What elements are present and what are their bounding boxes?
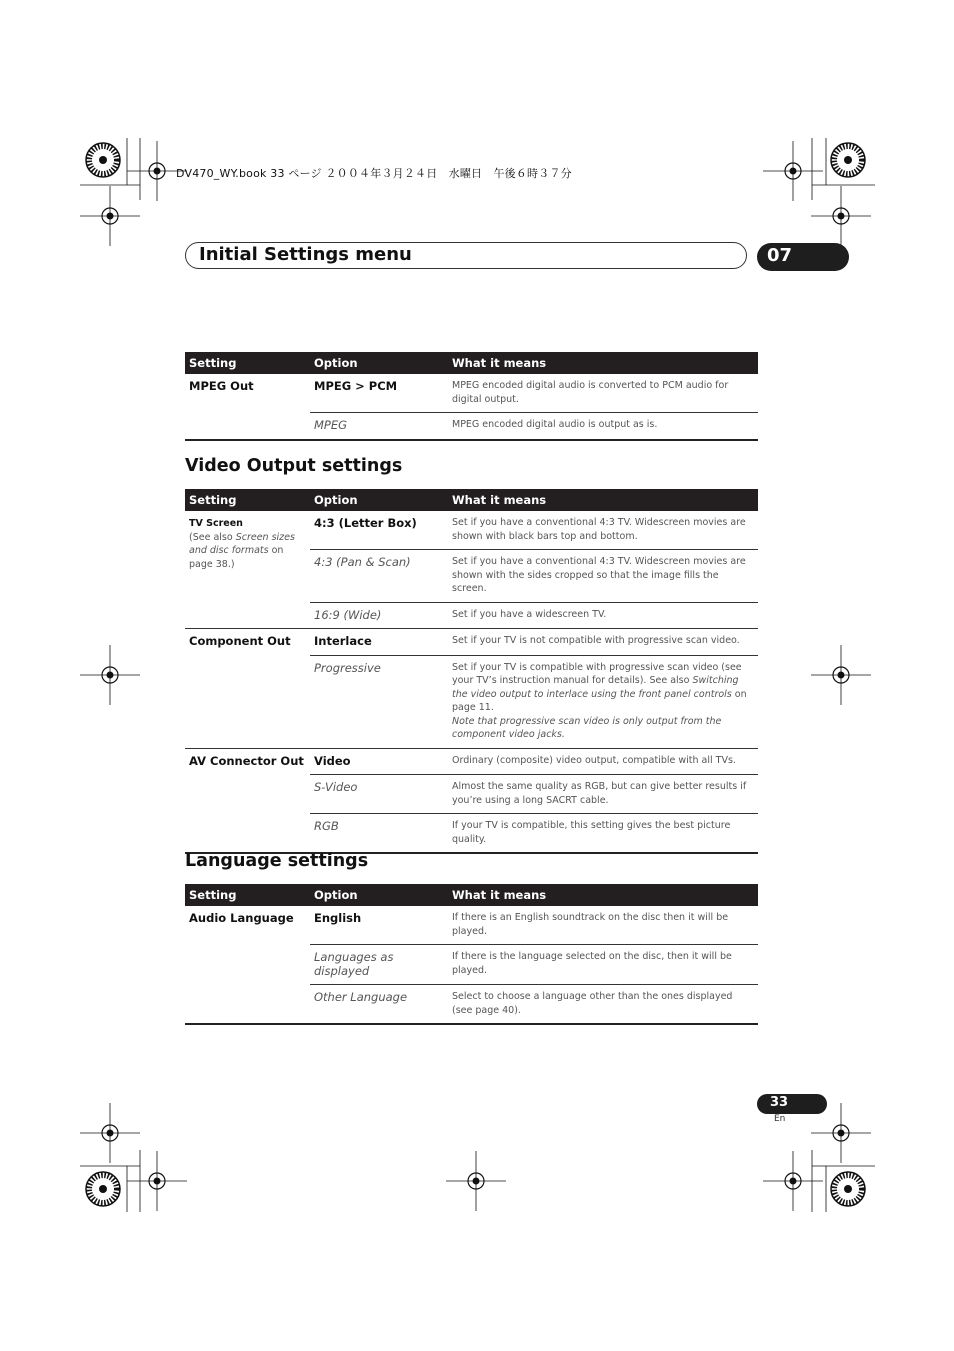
option-name: 4:3 (Letter Box) [314, 516, 417, 530]
page-number: 33 [770, 1095, 789, 1110]
option-name: 16:9 (Wide) [310, 602, 448, 629]
crosshair-icon [127, 1151, 187, 1211]
video-settings-table [185, 489, 758, 854]
mpeg-settings-table [185, 352, 758, 441]
language-settings-table [185, 884, 758, 1025]
table-header-row [185, 352, 758, 374]
option-meaning: MPEG encoded digital audio is converted to PCM audio for digital output. [452, 380, 729, 405]
table-row [185, 629, 758, 656]
option-name: S-Video [310, 775, 448, 814]
chapter-number: 07 [767, 245, 793, 266]
table-header-row [185, 489, 758, 511]
setting-name: Audio Language [189, 911, 294, 925]
registration-star-icon [831, 143, 865, 177]
option-name: Other Language [310, 985, 448, 1025]
page-language: En [774, 1114, 786, 1124]
column-header-option: Option [310, 489, 448, 511]
crosshair-icon [763, 1151, 823, 1211]
option-meaning: Set if your TV is not compatible with progressive scan video. [448, 629, 758, 656]
option-name: Video [310, 748, 448, 775]
table-row [185, 374, 758, 413]
crosshair-icon [811, 186, 871, 246]
table-row [185, 511, 758, 550]
option-name: 4:3 (Pan & Scan) [310, 550, 448, 603]
option-name: Interlace [310, 629, 448, 656]
option-meaning: MPEG encoded digital audio is output as is. [448, 413, 758, 440]
option-meaning: Set if you have a widescreen TV. [448, 602, 758, 629]
option-note: Note that progressive scan video is only output from the component video jacks. [452, 715, 722, 740]
crosshair-icon [80, 645, 140, 705]
page-number-badge [757, 1094, 827, 1114]
option-name: English [314, 911, 362, 925]
option-name: MPEG > PCM [314, 379, 398, 393]
setting-note: (See also Screen sizes and disc formats on page 38.) [189, 531, 295, 570]
setting-title: TV Screen [189, 518, 243, 529]
option-meaning: If there is an English soundtrack on the disc then it will be played. [452, 912, 729, 937]
option-meaning: Set if you have a conventional 4:3 TV. Widescreen movies are shown with the sides cropped so that the image fills the screen. [448, 550, 758, 603]
option-meaning: Set if you have a conventional 4:3 TV. Widescreen movies are shown with black bars top and bottom. [452, 517, 746, 542]
setting-name [185, 511, 310, 629]
table-row [185, 748, 758, 775]
option-meaning: Set if your TV is compatible with progressive scan video (see your TV’s instruction manual for details). See also Switching the video output to interlace using the front panel controls on page 11. Note that progressive scan video is only output from the component video jacks. [448, 655, 758, 748]
option-meaning: Ordinary (composite) video output, compatible with all TVs. [448, 748, 758, 775]
column-header-meaning: What it means [448, 352, 758, 374]
option-meaning: If your TV is compatible, this setting gives the best picture quality. [448, 814, 758, 854]
column-header-setting: Setting [185, 489, 310, 511]
option-name: Languages as displayed [310, 945, 448, 985]
column-header-meaning: What it means [448, 489, 758, 511]
book-file-line: DV470_WY.book 33 ページ ２００４年３月２４日 水曜日 午後６時３７分 [176, 167, 572, 180]
page-title: Initial Settings menu [199, 244, 412, 265]
column-header-meaning: What it means [448, 884, 758, 906]
setting-name: MPEG Out [189, 379, 254, 393]
setting-name: Component Out [185, 629, 310, 749]
table-row [185, 906, 758, 945]
option-meaning: Select to choose a language other than the ones displayed (see page 40). [448, 985, 758, 1025]
crosshair-icon [80, 1103, 140, 1163]
registration-star-icon [831, 1172, 865, 1206]
video-output-heading: Video Output settings [185, 456, 403, 476]
option-name: Progressive [310, 655, 448, 748]
setting-name: AV Connector Out [185, 748, 310, 853]
crosshair-icon [446, 1151, 506, 1211]
language-settings-heading: Language settings [185, 851, 369, 871]
option-meaning: Almost the same quality as RGB, but can give better results if you’re using a long SACRT cable. [448, 775, 758, 814]
crosshair-icon [763, 141, 823, 201]
column-header-option: Option [310, 352, 448, 374]
table-header-row [185, 884, 758, 906]
registration-star-icon [86, 1172, 120, 1206]
option-meaning: If there is the language selected on the disc, then it will be played. [448, 945, 758, 985]
column-header-option: Option [310, 884, 448, 906]
column-header-setting: Setting [185, 352, 310, 374]
registration-star-icon [86, 143, 120, 177]
crosshair-icon [811, 645, 871, 705]
crosshair-icon [80, 186, 140, 246]
option-name: RGB [310, 814, 448, 854]
column-header-setting: Setting [185, 884, 310, 906]
option-name: MPEG [310, 413, 448, 440]
